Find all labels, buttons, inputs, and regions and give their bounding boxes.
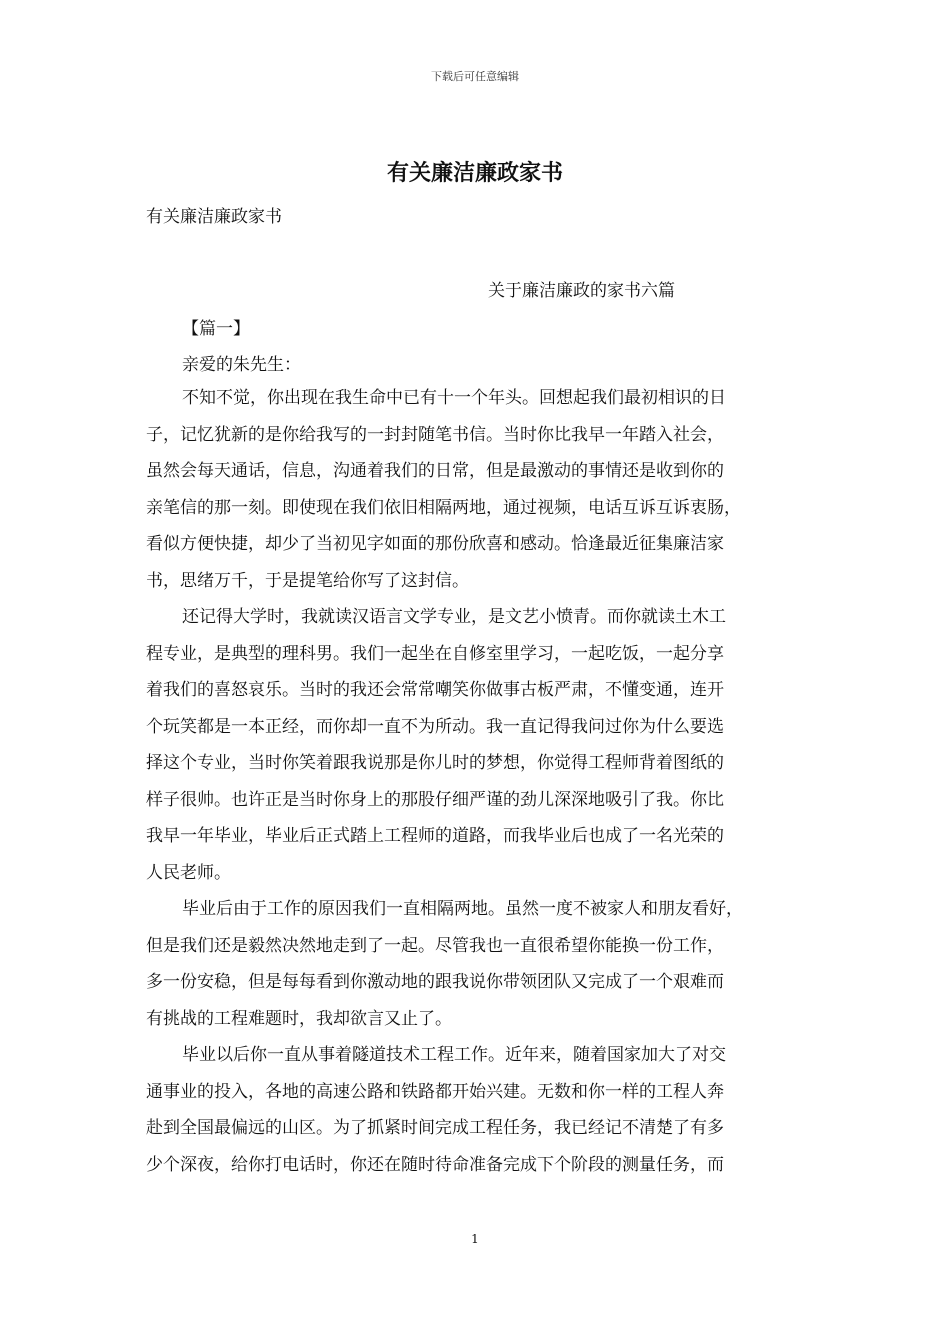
page-number: 1 (471, 1232, 479, 1246)
body-line: 看似方便快捷，却少了当初见字如面的那份欣喜和感动。恰逢最近征集廉洁家 (146, 534, 724, 554)
body-line: 少个深夜，给你打电话时，你还在随时待命准备完成下个阶段的测量任务，而 (146, 1154, 724, 1175)
body-line: 着我们的喜怒哀乐。当时的我还会常常嘲笑你做事古板严肃，不懂变通，连开 (146, 680, 724, 700)
body-line: 有挑战的工程难题时，我却欲言又止了。 (146, 1008, 452, 1029)
body-line: 虽然会每天通话，信息，沟通着我们的日常，但是最激动的事情还是收到你的 (146, 461, 724, 481)
part-label: 【篇一】 (182, 319, 250, 339)
letter-body (146, 380, 806, 1183)
header-note: 下载后可任意编辑 (431, 70, 519, 83)
body-line: 毕业后由于工作的原因我们一直相隔两地。虽然一度不被家人和朋友看好， (182, 899, 743, 919)
body-line: 我早一年毕业，毕业后正式踏上工程师的道路，而我毕业后也成了一名光荣的 (146, 826, 724, 846)
body-line: 人民老师。 (146, 862, 231, 883)
body-line: 赴到全国最偏远的山区。为了抓紧时间完成工程任务，我已经记不清楚了有多 (146, 1118, 724, 1138)
salutation: 亲爱的朱先生： (182, 355, 301, 375)
document-subtitle: 有关廉洁廉政家书 (146, 207, 282, 227)
section-title: 关于廉洁廉政的家书六篇 (488, 281, 675, 301)
body-line: 样子很帅。也许正是当时你身上的那股仔细严谨的劲儿深深地吸引了我。你比 (146, 789, 724, 810)
body-line: 多一份安稳，但是每每看到你激动地的跟我说你带领团队又完成了一个艰难而 (146, 972, 724, 992)
document-title: 有关廉洁廉政家书 (386, 161, 563, 186)
body-line: 毕业以后你一直从事着隧道技术工程工作。近年来，随着国家加大了对交 (182, 1045, 726, 1065)
body-line: 择这个专业，当时你笑着跟我说那是你儿时的梦想，你觉得工程师背着图纸的 (146, 753, 724, 773)
body-line: 通事业的投入，各地的高速公路和铁路都开始兴建。无数和你一样的工程人奔 (146, 1081, 724, 1102)
body-line: 还记得大学时，我就读汉语言文学专业，是文艺小愤青。而你就读土木工 (182, 607, 726, 627)
body-line: 子，记忆犹新的是你给我写的一封封随笔书信。当时你比我早一年踏入社会， (146, 424, 724, 445)
body-line: 不知不觉，你出现在我生命中已有十一个年头。回想起我们最初相识的日 (182, 388, 726, 408)
body-line: 程专业，是典型的理科男。我们一起坐在自修室里学习，一起吃饭，一起分享 (146, 643, 724, 664)
body-line: 但是我们还是毅然决然地走到了一起。尽管我也一直很希望你能换一份工作， (146, 935, 724, 956)
body-line: 书，思绪万千，于是提笔给你写了这封信。 (146, 570, 469, 591)
body-line: 亲笔信的那一刻。即使现在我们依旧相隔两地，通过视频，电话互诉互诉衷肠， (146, 497, 741, 518)
body-line: 个玩笑都是一本正经，而你却一直不为所动。我一直记得我问过你为什么要选 (146, 716, 724, 737)
